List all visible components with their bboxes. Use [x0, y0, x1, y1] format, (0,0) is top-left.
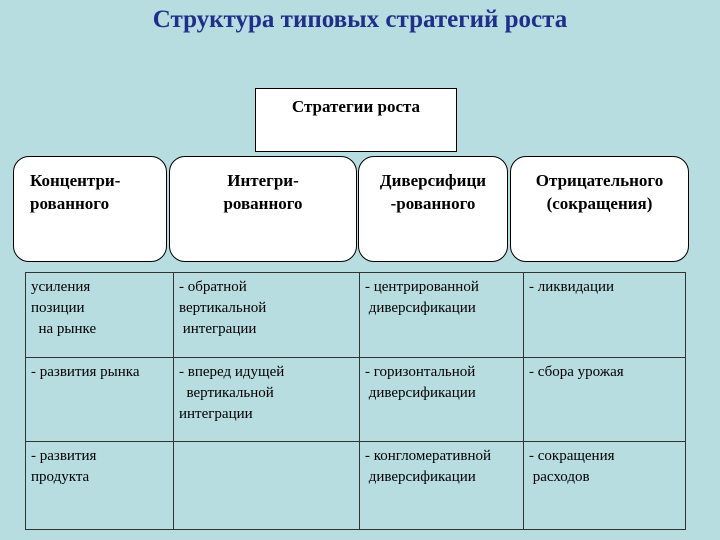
category-line: рованного — [223, 194, 303, 213]
table-cell — [26, 442, 174, 530]
category-line: Диверсифици — [379, 171, 487, 190]
cell-line: вертикальной — [179, 300, 267, 316]
category-line: Концентри- — [30, 171, 121, 190]
strategy-table — [25, 272, 686, 530]
cell-line: на рынке — [31, 321, 97, 337]
cell-line: усиления — [31, 279, 91, 295]
page-title: Структура типовых стратегий роста — [152, 6, 568, 33]
cell-line: интеграции — [179, 406, 253, 422]
cell-line: диверсификации — [365, 300, 476, 316]
category-line: Интегри- — [227, 171, 299, 190]
root-strategy-box: Стратегии роста — [255, 88, 457, 152]
category-box-negative — [510, 156, 689, 262]
cell-line: - горизонтальной — [365, 364, 476, 380]
category-line: -рованного — [390, 194, 476, 213]
table-cell — [26, 273, 174, 358]
cell-line: - обратной — [179, 279, 247, 295]
table-cell — [360, 358, 524, 442]
table-cell — [524, 273, 686, 358]
table-cell — [174, 273, 360, 358]
table-cell — [174, 358, 360, 442]
table-cell — [360, 442, 524, 530]
cell-line: диверсификации — [365, 469, 476, 485]
cell-line: - конгломеративной — [365, 448, 492, 464]
category-box-diversified — [358, 156, 508, 262]
cell-line: вертикальной — [179, 385, 274, 401]
table-cell — [360, 273, 524, 358]
cell-line: - ликвидации — [529, 279, 615, 295]
cell-line: позиции — [31, 300, 85, 316]
category-line: Отрицательного — [535, 171, 664, 190]
table-row — [26, 358, 686, 442]
cell-line: - сбора урожая — [529, 364, 624, 380]
table-cell — [524, 442, 686, 530]
table-cell — [26, 358, 174, 442]
table-row — [26, 273, 686, 358]
category-line: (сокращения) — [546, 194, 653, 213]
category-box-integrated — [169, 156, 357, 262]
cell-line: - вперед идущей — [179, 364, 285, 380]
cell-line: - сокращения — [529, 448, 615, 464]
cell-line: - развития — [31, 448, 97, 464]
cell-line: диверсификации — [365, 385, 476, 401]
cell-line: - центрированной — [365, 279, 479, 295]
cell-line: расходов — [529, 469, 590, 485]
category-box-concentrated — [13, 156, 167, 262]
category-line: рованного — [30, 194, 110, 213]
table-cell — [174, 442, 360, 530]
cell-line: - развития рынка — [31, 364, 140, 380]
cell-line: интеграции — [179, 321, 257, 337]
table-cell — [524, 358, 686, 442]
table-row — [26, 442, 686, 530]
cell-line: продукта — [31, 469, 90, 485]
